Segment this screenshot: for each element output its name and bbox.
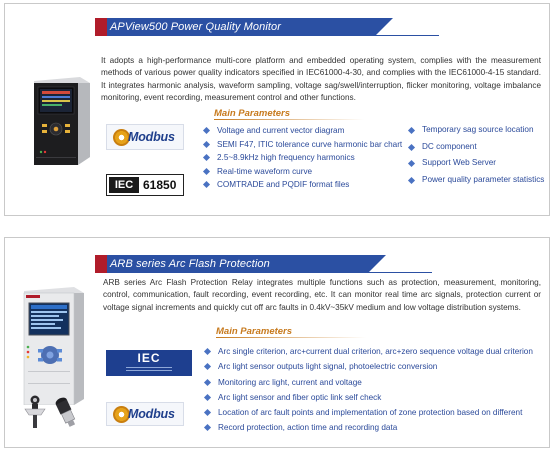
iec61850-logo: IEC 61850 [106, 174, 184, 196]
parameter-list-left [204, 124, 402, 192]
list-item: Arc light sensor and fiber optic link self check [205, 390, 533, 405]
list-item: Power quality parameter statistics [409, 172, 544, 189]
modbus-logo: Modbus [106, 124, 184, 150]
product-title-bar [95, 255, 386, 273]
product-title-bar [95, 18, 393, 36]
heading-underline [214, 119, 364, 120]
list-item: Monitoring arc light, current and voltage [205, 375, 533, 390]
modbus-logo: Modbus [106, 402, 184, 426]
product-description: ARB series Arc Flash Protection Relay integrates multiple functions such as protection, measurement, monitoring, control, communication, fault recording, event recording, etc. It can monitor real time arc signals, protection current or voltage signal increments and quickly cut off arc faults in 0.4kV~35kV medium and low voltage distribution systems. [103, 278, 541, 312]
heading-underline [216, 337, 366, 338]
arc-flash-relay-device [20, 287, 86, 405]
list-item: COMTRADE and PQDIF format files [204, 178, 402, 192]
product-title: ARB series Arc Flash Protection [110, 258, 270, 270]
list-item: Arc single criterion, arc+current dual criterion, arc+zero sequence voltage dual criterion [205, 344, 533, 359]
arc-light-sensor [53, 396, 79, 428]
list-item: Temporary sag source location [409, 122, 544, 139]
parameter-list-right [409, 122, 544, 188]
title-accent [95, 255, 107, 273]
product-card-apview500 [4, 3, 550, 216]
list-item: Arc light sensor outputs light signal, photoelectric conversion [205, 359, 533, 374]
list-item: Record protection, action time and recording data [205, 420, 533, 435]
arc-light-sensor [23, 395, 47, 429]
list-item: Voltage and current vector diagram [204, 124, 402, 138]
power-quality-monitor-device [20, 77, 92, 167]
list-item: 2.5~8.9kHz high frequency harmonics [204, 151, 402, 165]
main-parameters-heading: Main Parameters [216, 326, 293, 337]
product-description: It adopts a high-performance multi-core platform and embedded operating system, complies with the measurement methods of various power quality indicators specified in IEC61000-4-30, and complies with the IEC61000-4-15 standard. It integrates harmonic analysis, waveform sampling, voltage sag/swell/interruption, flicker monitoring, voltage imbalance monitoring, event recording, measurement control and other functions. [101, 56, 541, 102]
product-card-arb [4, 237, 550, 448]
list-item: Location of arc fault points and implementation of zone protection based on different [205, 405, 533, 420]
list-item: SEMI F47, ITIC tolerance curve harmonic bar chart [204, 138, 402, 152]
list-item: Real-time waveform curve [204, 165, 402, 179]
parameter-list [205, 344, 533, 436]
iec-logo: IEC [106, 350, 192, 376]
title-accent [95, 18, 107, 36]
main-parameters-heading: Main Parameters [214, 108, 291, 119]
product-title: APView500 Power Quality Monitor [110, 21, 282, 33]
list-item: Support Web Server [409, 155, 544, 172]
list-item: DC component [409, 139, 544, 156]
